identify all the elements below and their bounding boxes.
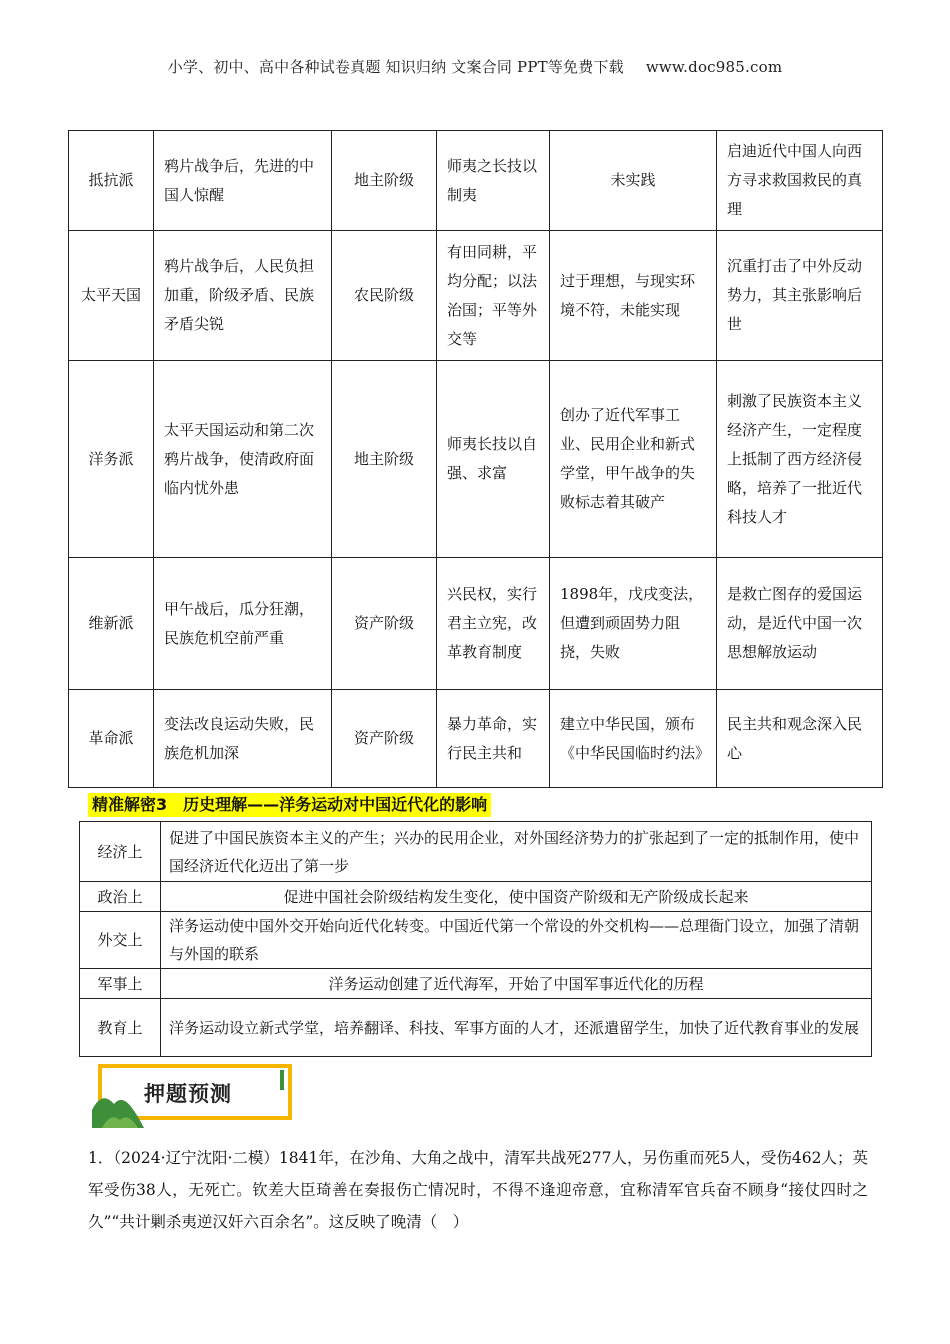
aspect-cell: 军事上 [80,969,161,999]
header-text: 小学、初中、高中各种试卷真题 知识归纳 文案合同 PPT等免费下载 [167,58,624,76]
aspect-cell: 教育上 [80,999,161,1057]
faction-cell: 革命派 [69,690,154,788]
background-cell: 太平天国运动和第二次鸦片战争，使清政府面临内忧外患 [154,361,332,558]
faction-cell: 抵抗派 [69,131,154,231]
aspect-cell: 经济上 [80,822,161,882]
class-cell: 地主阶级 [332,131,437,231]
prediction-badge [92,1064,298,1126]
table-row [80,822,872,882]
practice-cell: 过于理想，与现实环境不符，未能实现 [550,231,717,361]
proposal-cell: 暴力革命，实行民主共和 [437,690,550,788]
practice-cell: 创办了近代军事工业、民用企业和新式学堂，甲午战争的失败标志着其破产 [550,361,717,558]
class-cell: 农民阶级 [332,231,437,361]
table-row [80,912,872,969]
badge-label: 押题预测 [144,1082,232,1106]
page-header [0,56,950,77]
background-cell: 甲午战后，瓜分狂潮，民族危机空前严重 [154,558,332,690]
influence-cell: 沉重打击了中外反动势力，其主张影响后世 [717,231,883,361]
proposal-cell: 师夷之长技以制夷 [437,131,550,231]
content-cell: 洋务运动设立新式学堂，培养翻译、科技、军事方面的人才，还派遣留学生，加快了近代教育事业的发展 [161,999,872,1057]
aspect-cell: 外交上 [80,912,161,969]
proposal-cell: 有田同耕，平均分配；以法治国；平等外交等 [437,231,550,361]
content-cell: 促进中国社会阶级结构发生变化，使中国资产阶级和无产阶级成长起来 [161,882,872,912]
faction-cell: 洋务派 [69,361,154,558]
faction-cell: 太平天国 [69,231,154,361]
aspect-cell: 政治上 [80,882,161,912]
table-row [80,999,872,1057]
background-cell: 鸦片战争后，先进的中国人惊醒 [154,131,332,231]
proposal-cell: 师夷长技以自强、求富 [437,361,550,558]
table-row [69,131,883,231]
table-row [69,361,883,558]
table-row [80,882,872,912]
westernization-impact-table [79,821,872,1057]
background-cell: 变法改良运动失败，民族危机加深 [154,690,332,788]
table-row [69,558,883,690]
influence-cell: 民主共和观念深入民心 [717,690,883,788]
background-cell: 鸦片战争后，人民负担加重，阶级矛盾、民族矛盾尖锐 [154,231,332,361]
content-cell: 洋务运动使中国外交开始向近代化转变。中国近代第一个常设的外交机构——总理衙门设立，加强了清朝与外国的联系 [161,912,872,969]
reform-factions-table [68,130,883,788]
table-row [69,231,883,361]
table-row [80,969,872,999]
practice-cell: 未实践 [550,131,717,231]
content-cell: 洋务运动创建了近代海军，开始了中国军事近代化的历程 [161,969,872,999]
section-title: 精准解密3 历史理解——洋务运动对中国近代化的影响 [88,793,491,817]
faction-cell: 维新派 [69,558,154,690]
question-1: 1．（2024·辽宁沈阳·二模）1841年，在沙角、大角之战中，清军共战死277人，另伤重而死5人，受伤462人；英军受伤38人，无死亡。钦差大臣琦善在奏报伤亡情况时，不得不逢迎帝意，宜称清军官兵奋不顾身“接仗四时之久”“共计剿杀夷逆汉奸六百余名”。这反映了晚清（ ） [88,1149,868,1231]
practice-cell: 1898年，戊戌变法，但遭到顽固势力阻挠，失败 [550,558,717,690]
table-row [69,690,883,788]
content-cell: 促进了中国民族资本主义的产生；兴办的民用企业，对外国经济势力的扩张起到了一定的抵制作用，使中国经济近代化迈出了第一步 [161,822,872,882]
practice-cell: 建立中华民国，颁布《中华民国临时约法》 [550,690,717,788]
proposal-cell: 兴民权，实行君主立宪，改革教育制度 [437,558,550,690]
influence-cell: 启迪近代中国人向西方寻求救国救民的真理 [717,131,883,231]
influence-cell: 是救亡图存的爱国运动，是近代中国一次思想解放运动 [717,558,883,690]
class-cell: 地主阶级 [332,361,437,558]
influence-cell: 刺激了民族资本主义经济产生，一定程度上抵制了西方经济侵略，培养了一批近代科技人才 [717,361,883,558]
class-cell: 资产阶级 [332,558,437,690]
class-cell: 资产阶级 [332,690,437,788]
header-url[interactable]: www.doc985.com [645,58,783,76]
